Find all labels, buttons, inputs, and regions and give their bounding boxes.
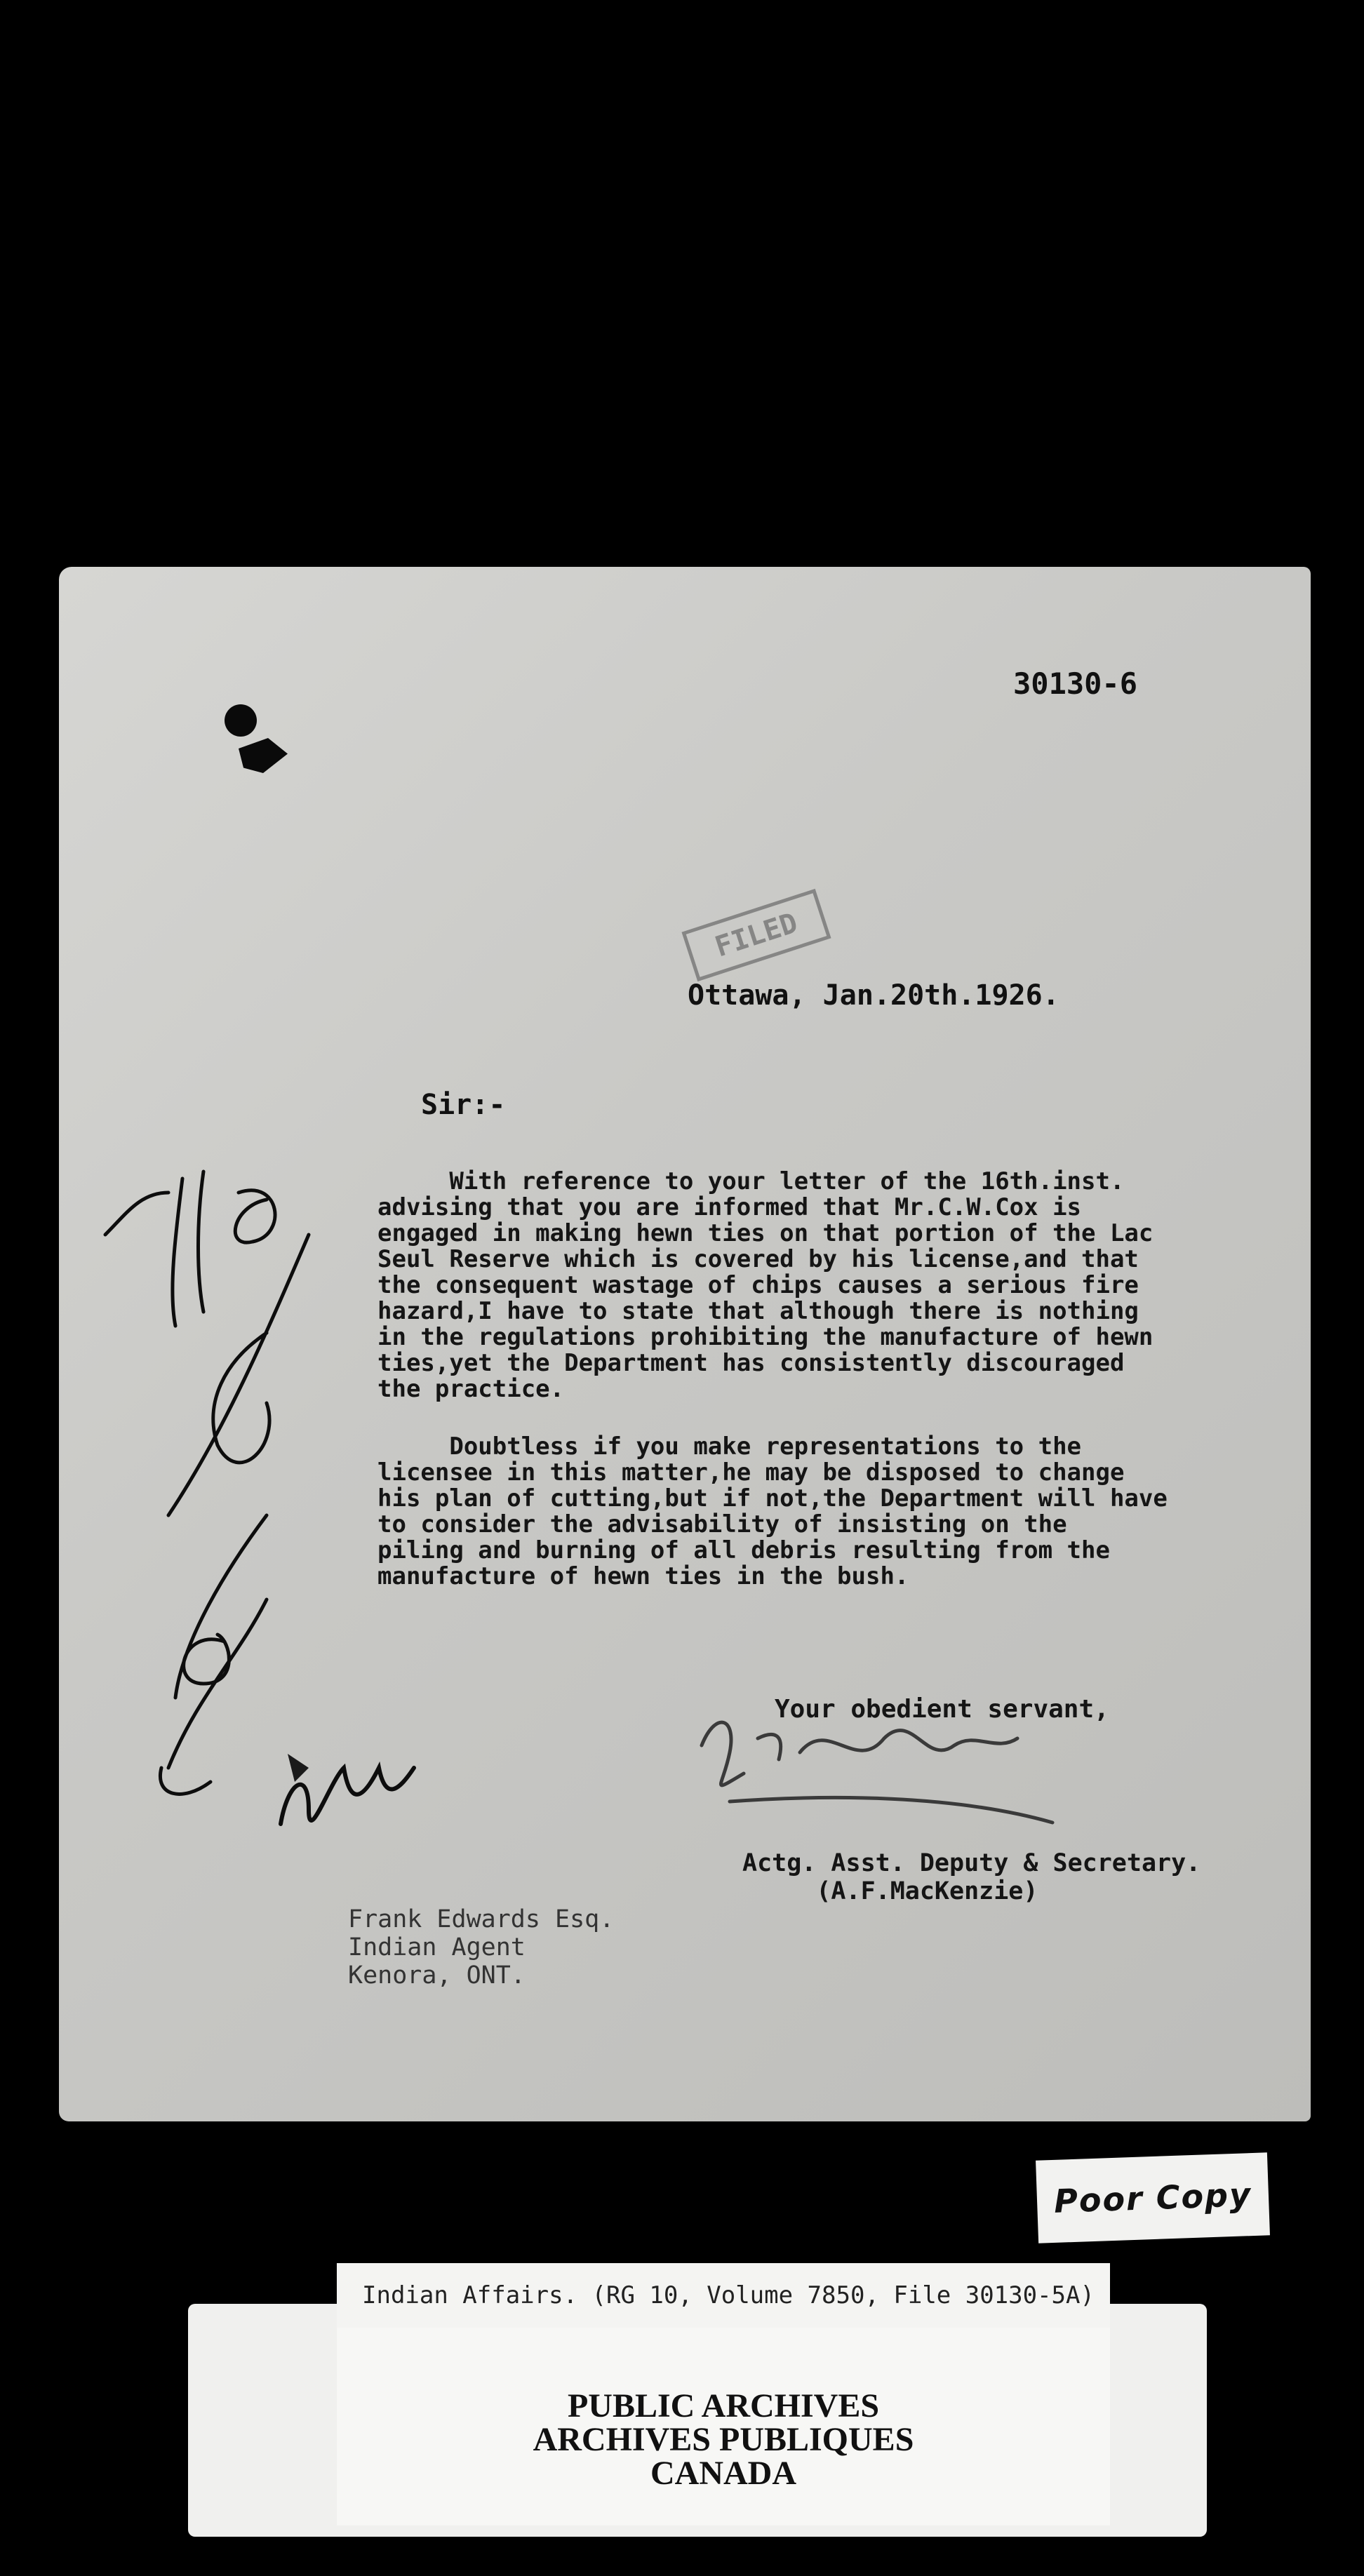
- address-line: Indian Agent: [348, 1933, 526, 1961]
- letter-date: Ottawa, Jan.20th.1926.: [688, 979, 1059, 1012]
- signatory-name: (A.F.MacKenzie): [816, 1877, 1038, 1905]
- filed-stamp: FILED: [681, 889, 831, 981]
- body-paragraph-2: Doubtless if you make representations to the licensee in this matter,he may be disposed to change his plan of cutting,but if not,the Department will have to consider the advisability of insisting on the piling and burning of all debris resulting from the manufacture of hewn ties in the bush.: [377, 1433, 1168, 1590]
- address-line: Kenora, ONT.: [348, 1961, 526, 1990]
- salutation: Sir:-: [421, 1089, 506, 1121]
- signature-scrawl: [688, 1689, 1081, 1844]
- signatory-title: Actg. Asst. Deputy & Secretary.: [742, 1849, 1201, 1877]
- body-paragraph-1: With reference to your letter of the 16th.inst. advising that you are informed that Mr.C.W.Cox is engaged in making hewn ties on that portion of the Lac Seul Reserve which is covered by his license,and that the consequent wastage of chips causes a serious fire hazard,I have to state that although there is nothing in the regulations prohibiting the manufacture of hewn ties,yet the Department has consistently discouraged the practice.: [377, 1167, 1154, 1403]
- poor-copy-label: Poor Copy: [1036, 2152, 1270, 2243]
- handwritten-margin-initials: [98, 1151, 421, 1852]
- recipient-address: [348, 1905, 614, 1990]
- archive-reference: Indian Affairs. (RG 10, Volume 7850, File 30130-5A): [362, 2281, 1095, 2309]
- address-line: Frank Edwards Esq.: [348, 1905, 615, 1933]
- archive-line-1: PUBLIC ARCHIVES: [567, 2387, 880, 2424]
- file-reference: 30130-6: [1013, 666, 1138, 701]
- archive-line-2: ARCHIVES PUBLIQUES: [533, 2421, 914, 2458]
- closing: Your obedient servant,: [775, 1695, 1109, 1724]
- punch-hole: [225, 704, 257, 737]
- archive-reference-strip: [337, 2263, 1110, 2328]
- signatory-block: [742, 1849, 1201, 1905]
- archive-line-3: CANADA: [650, 2455, 796, 2492]
